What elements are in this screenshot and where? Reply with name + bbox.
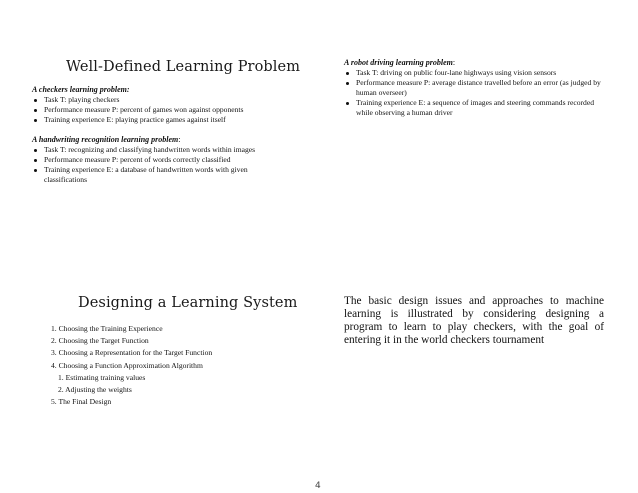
intro-paragraph: The basic design issues and approaches to machine learning is illustrated by considering designing a program to learn to play checkers, with the goal of entering it in the world checkers tournament bbox=[344, 295, 604, 346]
slide-title-designing: Designing a Learning System bbox=[78, 295, 298, 311]
checkers-list bbox=[32, 95, 297, 125]
list-item: 1. Estimating training values bbox=[58, 372, 146, 382]
list-item: Training experience E: a sequence of images and steering commands recorded while observing a human driver bbox=[344, 98, 606, 118]
list-item: Performance measure P: average distance travelled before an error (as judged by human overseer) bbox=[344, 78, 606, 98]
design-steps-list bbox=[51, 323, 212, 408]
checkers-heading: A checkers learning problem: bbox=[32, 85, 130, 94]
handwriting-heading: A handwriting recognition learning problem: bbox=[32, 135, 181, 144]
list-item: Training experience E: playing practice games against itself bbox=[32, 115, 297, 125]
list-item: Task T: driving on public four-lane highways using vision sensors bbox=[344, 68, 606, 78]
list-item: 3. Choosing a Representation for the Target Function bbox=[51, 348, 213, 358]
list-item: Performance measure P: percent of games won against opponents bbox=[32, 105, 297, 115]
robot-list bbox=[344, 68, 606, 118]
list-item: 1. Choosing the Training Experience bbox=[51, 324, 163, 333]
slide-title-well-defined: Well-Defined Learning Problem bbox=[66, 59, 301, 75]
list-item: 2. Choosing the Target Function bbox=[51, 336, 149, 346]
robot-section bbox=[344, 58, 606, 118]
list-item: Task T: recognizing and classifying handwritten words within images bbox=[32, 145, 272, 155]
list-item: 4. Choosing a Function Approximation Algorithm bbox=[51, 360, 203, 370]
list-item: Training experience E: a database of handwritten words with given classifications bbox=[32, 165, 272, 185]
handwriting-list bbox=[32, 145, 272, 185]
list-item: Task T: playing checkers bbox=[32, 95, 297, 105]
checkers-section bbox=[32, 85, 297, 125]
list-item: 2. Adjusting the weights bbox=[58, 385, 132, 395]
list-item: 5. The Final Design bbox=[51, 397, 112, 407]
list-item: Performance measure P: percent of words correctly classified bbox=[32, 155, 272, 165]
page-number: 4 bbox=[315, 481, 321, 491]
robot-heading: A robot driving learning problem: bbox=[344, 58, 456, 67]
handwriting-section bbox=[32, 135, 272, 185]
